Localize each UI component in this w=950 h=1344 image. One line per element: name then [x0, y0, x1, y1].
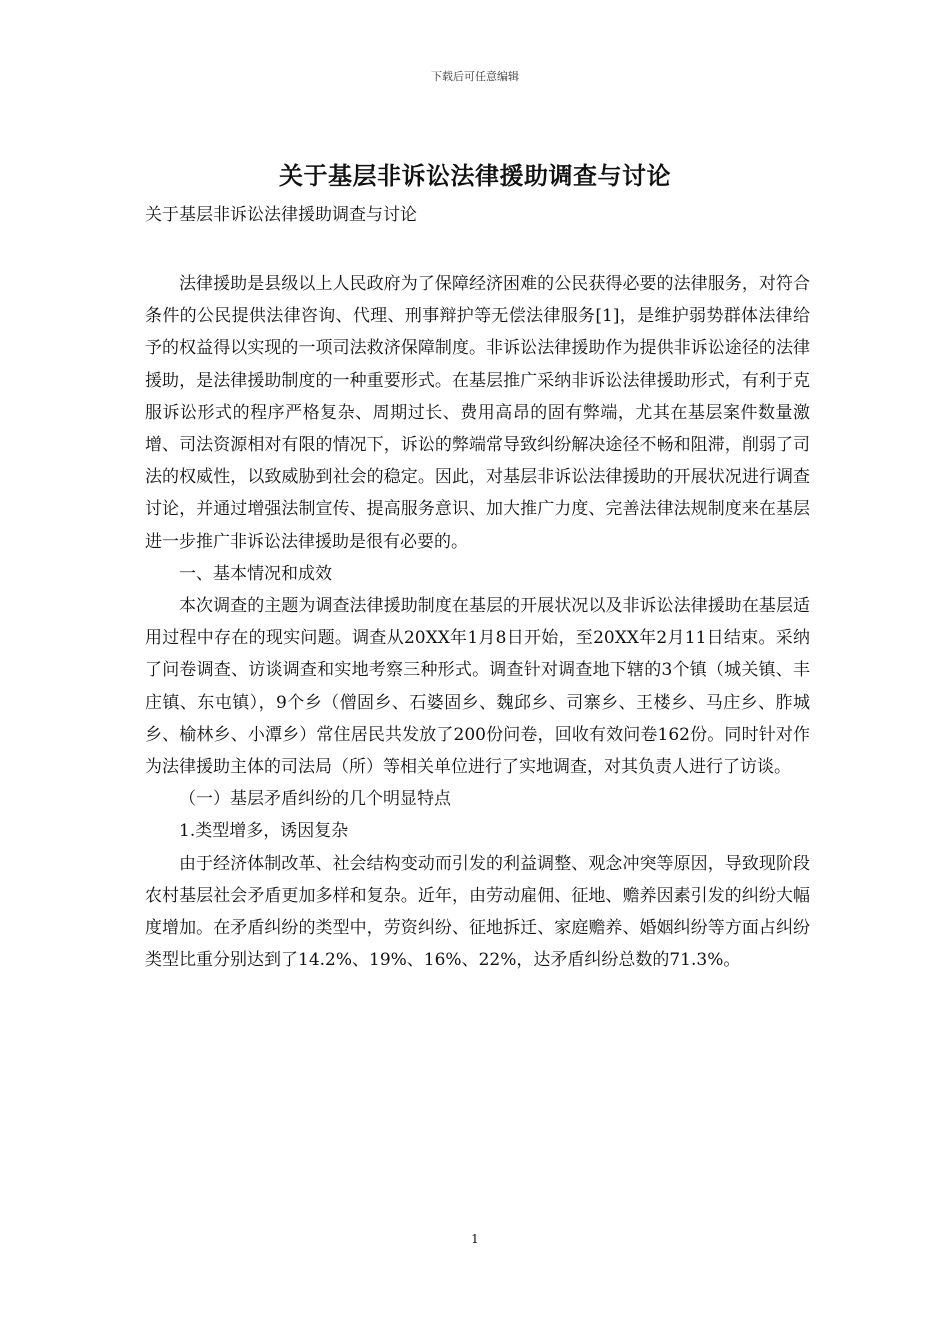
document-body	[145, 268, 810, 976]
page-number: 1	[471, 1232, 479, 1246]
document-subtitle: 关于基层非诉讼法律援助调查与讨论	[145, 205, 417, 225]
section-heading: 一、基本情况和成效	[179, 563, 332, 584]
paragraph-dispute-types: 由于经济体制改革、社会结构变动而引发的利益调整、观念冲突等原因，导致现阶段农村基层社会矛盾更加多样和复杂。近年，由劳动雇佣、征地、赡养因素引发的纠纷大幅度增加。在矛盾纠纷的类型中，劳资纠纷、征地拆迁、家庭赡养、婚姻纠纷等方面占纠纷类型比重分别达到了14.2%、19%、16%、22%，达矛盾纠纷总数的71.3%。	[145, 853, 810, 971]
subsection-heading: （一）基层矛盾纠纷的几个明显特点	[179, 789, 451, 810]
item-heading: 1.类型增多，诱因复杂	[179, 821, 349, 842]
header-note: 下载后可任意编辑	[431, 70, 519, 83]
paragraph-intro: 法律援助是县级以上人民政府为了保障经济困难的公民获得必要的法律服务，对符合条件的公民提供法律咨询、代理、刑事辩护等无偿法律服务[1]，是维护弱势群体法律给予的权益得以实现的一项司法救济保障制度。非诉讼法律援助作为提供非诉讼途径的法律援助，是法律援助制度的一种重要形式。在基层推广采纳非诉讼法律援助形式，有利于克服诉讼形式的程序严格复杂、周期过长、费用高昂的固有弊端，尤其在基层案件数量激增、司法资源相对有限的情况下，诉讼的弊端常导致纠纷解决途径不畅和阻滞，削弱了司法的权威性，以致威胁到社会的稳定。因此，对基层非诉讼法律援助的开展状况进行调查讨论，并通过增强法制宣传、提高服务意识、加大推广力度、完善法律法规制度来在基层进一步推广非诉讼法律援助是很有必要的。	[145, 274, 810, 552]
paragraph-survey: 本次调查的主题为调查法律援助制度在基层的开展状况以及非诉讼法律援助在基层适用过程中存在的现实问题。调查从20XX年1月8日开始，至20XX年2月11日结束。采纳了问卷调查、访谈调查和实地考察三种形式。调查针对调查地下辖的3个镇（城关镇、丰庄镇、东屯镇），9个乡（僧固乡、石婆固乡、魏邱乡、司寨乡、王楼乡、马庄乡、胙城乡、榆林乡、小潭乡）常住居民共发放了200份问卷，回收有效问卷162份。同时针对作为法律援助主体的司法局（所）等相关单位进行了实地调查，对其负责人进行了访谈。	[145, 596, 810, 778]
document-title: 关于基层非诉讼法律援助调查与讨论	[279, 162, 671, 190]
